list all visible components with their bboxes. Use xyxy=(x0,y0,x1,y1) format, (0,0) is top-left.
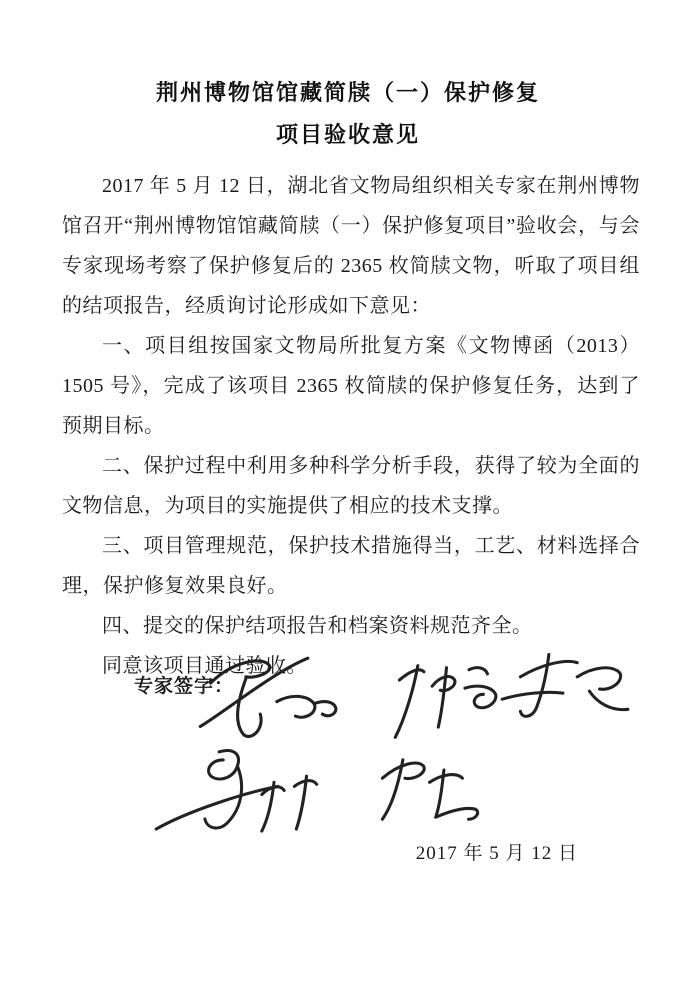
document-title-line1: 荆州博物馆馆藏简牍（一）保护修复 xyxy=(155,80,540,105)
document-title-line2: 项目验收意见 xyxy=(275,122,420,147)
signature-date: 2017 年 5 月 12 日 xyxy=(415,843,578,864)
signature-4-handwriting xyxy=(148,741,336,849)
paragraph-item-3: 三、项目管理规范，保护技术措施得当，工艺、材料选择合理，保护修复效果良好。 xyxy=(62,535,640,597)
signature-section xyxy=(0,645,696,875)
signature-5-handwriting xyxy=(368,751,486,829)
paragraph-item-4: 四、提交的保护结项报告和档案资料规范齐全。 xyxy=(102,615,533,637)
expert-signature-label: 专家签字： xyxy=(134,676,235,697)
signature-1-handwriting xyxy=(192,647,342,747)
paragraph-item-2: 二、保护过程中利用多种科学分析手段，获得了较为全面的文物信息，为项目的实施提供了相应的技术支撑。 xyxy=(62,455,640,517)
paragraph-item-1: 一、项目组按国家文物局所批复方案《文物博函（2013）1505 号》，完成了该项目 2365 枚简牍的保护修复任务，达到了预期目标。 xyxy=(62,335,640,437)
paragraph-conclusion: 同意该项目通过验收。 xyxy=(102,655,307,677)
document-body xyxy=(62,166,640,686)
signature-3-handwriting xyxy=(492,645,634,729)
paragraph-opening: 2017 年 5 月 12 日，湖北省文物局组织相关专家在荆州博物馆召开“荆州博物馆馆藏简牍（一）保护修复项目”验收会，与会专家现场考察了保护修复后的 2365 枚简牍文物，听取了项目组的结项报告，经质询讨论形成如下意见： xyxy=(62,175,640,317)
document-title xyxy=(0,72,696,156)
